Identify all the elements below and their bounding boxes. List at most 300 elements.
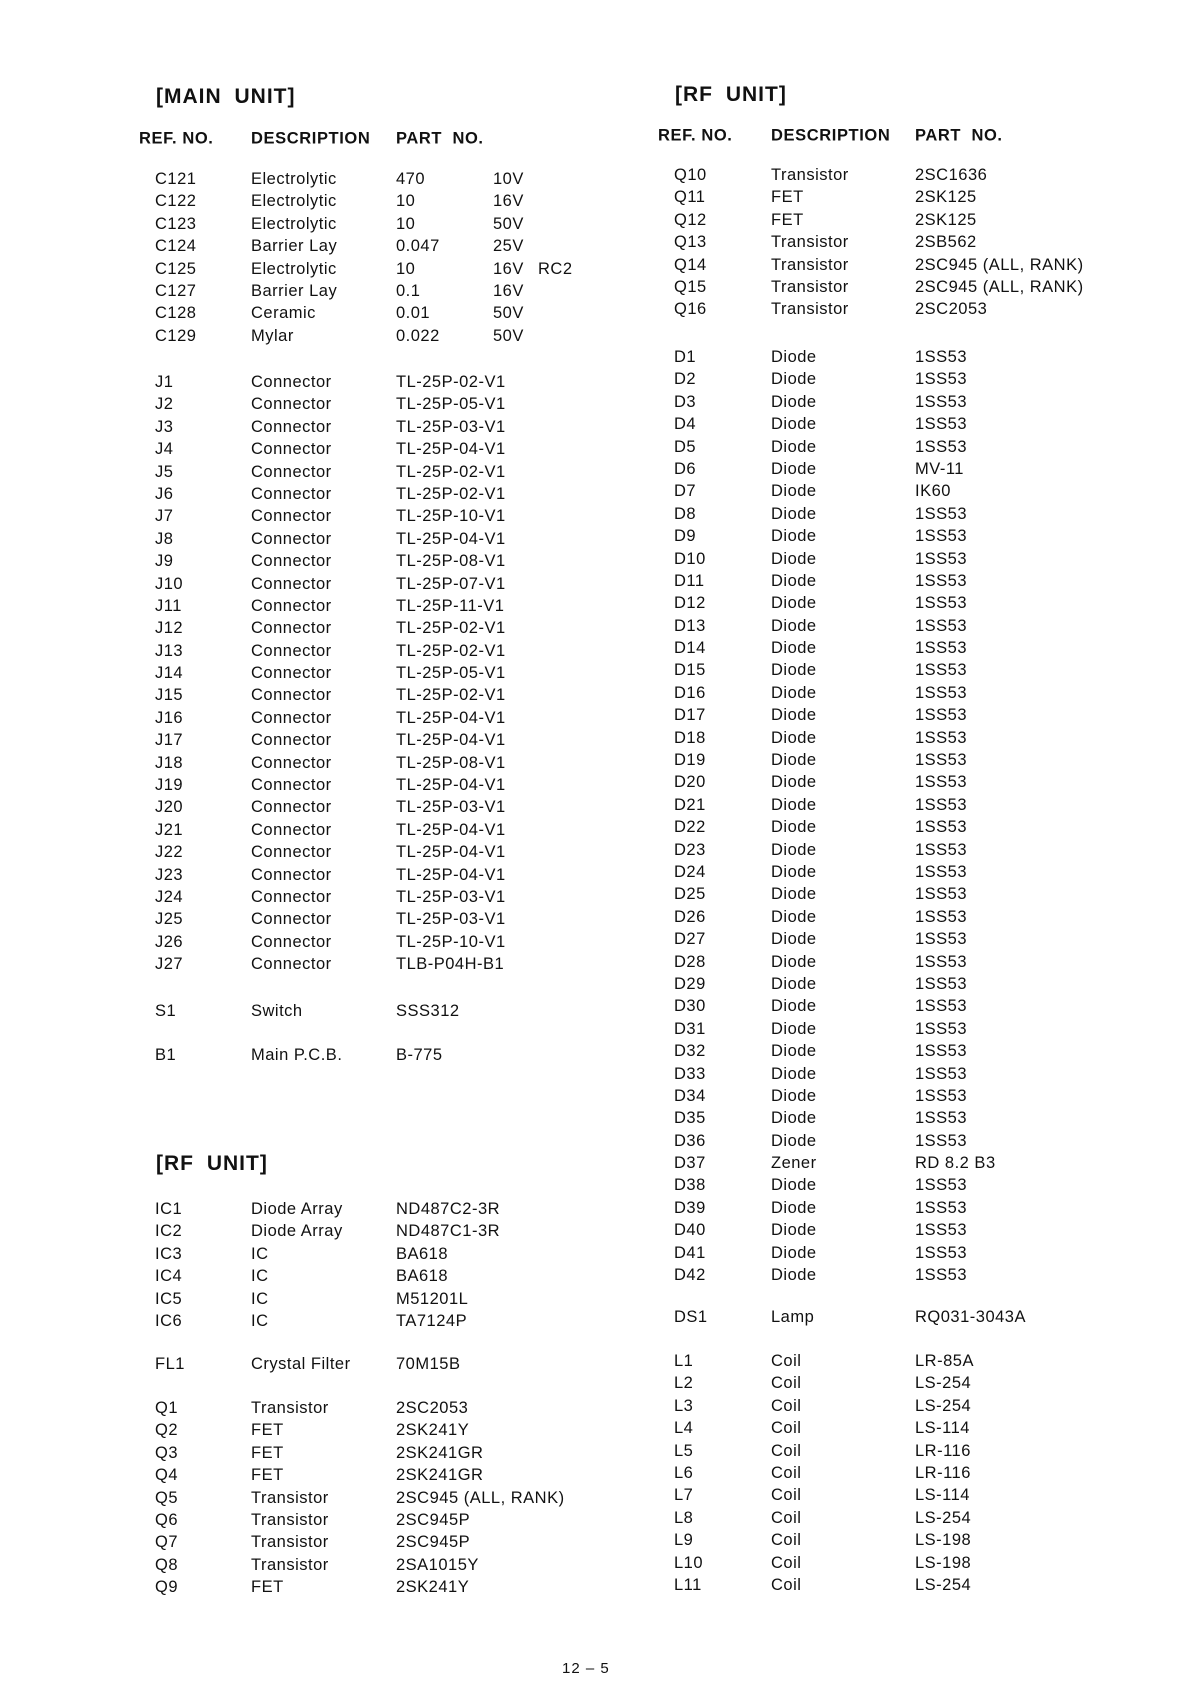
part-part: TL-25P-05-V1 — [396, 664, 506, 683]
part-part: 1SS53 — [915, 706, 968, 725]
part-ref: L1 — [674, 1352, 694, 1370]
part-part: TL-25P-04-V1 — [396, 731, 506, 750]
part-part: 1SS53 — [915, 773, 968, 792]
part-part: TL-25P-05-V1 — [396, 395, 506, 414]
part-part: TL-25P-03-V1 — [396, 417, 506, 436]
part-part: TL-25P-07-V1 — [396, 574, 506, 593]
part-part: 1SS53 — [915, 1243, 968, 1262]
part-desc: Mylar — [251, 326, 294, 345]
part-part: RD 8.2 B3 — [915, 1154, 996, 1173]
part-ref: C127 — [155, 281, 197, 300]
part-desc: Diode — [771, 862, 817, 881]
part-part: TL-25P-10-V1 — [396, 932, 506, 951]
part-ref: L2 — [674, 1374, 694, 1393]
part-ref: L10 — [674, 1553, 704, 1572]
part-desc: Coil — [771, 1575, 802, 1594]
part-desc: FET — [251, 1443, 284, 1462]
part-part: 2SC945 (ALL, RANK) — [915, 277, 1084, 296]
part-ref: IC4 — [155, 1267, 183, 1286]
part-desc: Connector — [251, 932, 332, 951]
part-part: 10 — [396, 214, 416, 233]
part-part: SSS312 — [396, 1002, 460, 1020]
part-desc: IC — [251, 1289, 269, 1308]
part-part: 10 — [396, 259, 416, 278]
part-part: TL-25P-10-V1 — [396, 507, 506, 526]
right-header-description: DESCRIPTION — [771, 126, 891, 145]
part-ref: Q6 — [155, 1510, 179, 1529]
part-part: TL-25P-04-V1 — [396, 529, 506, 548]
part-part: 1SS53 — [915, 504, 968, 523]
part-part: 2SA1015Y — [396, 1555, 479, 1574]
left-header-ref: REF. NO. — [139, 129, 214, 148]
part-desc: Connector — [251, 910, 332, 929]
part-desc: Transistor — [251, 1488, 329, 1507]
part-ref: D25 — [674, 885, 706, 904]
part-ref: L7 — [674, 1486, 694, 1505]
part-part: 1SS53 — [915, 1266, 968, 1285]
part-part: TL-25P-04-V1 — [396, 440, 506, 459]
part-desc: Diode — [771, 840, 817, 859]
part-desc: Connector — [251, 843, 332, 862]
part-ref: J13 — [155, 641, 184, 660]
part-part: TL-25P-04-V1 — [396, 820, 506, 839]
part-part: 1SS53 — [915, 997, 968, 1016]
part-part: 2SC945P — [396, 1510, 471, 1529]
part-part: 1SS53 — [915, 840, 968, 859]
part-part: 0.1 — [396, 281, 421, 300]
part-desc: Diode — [771, 437, 817, 456]
part-desc: Transistor — [771, 300, 849, 319]
part-ref: D26 — [674, 907, 706, 926]
part-part: TL-25P-03-V1 — [396, 910, 506, 929]
part-desc: Transistor — [251, 1399, 329, 1417]
part-desc: Connector — [251, 820, 332, 839]
part-desc: FET — [251, 1578, 284, 1597]
part-ref: Q3 — [155, 1443, 179, 1462]
part-desc: Transistor — [771, 277, 849, 296]
part-ref: J17 — [155, 731, 184, 750]
part-part: 1SS53 — [915, 1019, 968, 1038]
part-ref: Q4 — [155, 1466, 179, 1485]
part-ref: D10 — [674, 549, 706, 568]
part-part: 1SS53 — [915, 1109, 968, 1128]
part-ref: D8 — [674, 504, 697, 523]
part-desc: Coil — [771, 1508, 802, 1527]
right-header-part: PART NO. — [915, 126, 1003, 145]
part-ref: D4 — [674, 415, 697, 434]
part-part: 1SS53 — [915, 683, 968, 702]
part-desc: Connector — [251, 484, 332, 503]
part-desc: Diode — [771, 348, 817, 366]
main-unit-title: [MAIN UNIT] — [156, 85, 296, 108]
part-desc: Diode — [771, 616, 817, 635]
part-desc: Diode — [771, 1064, 817, 1083]
part-ref: IC2 — [155, 1222, 183, 1241]
part-ref: D28 — [674, 952, 706, 971]
part-part: 2SC945 (ALL, RANK) — [396, 1488, 565, 1507]
part-desc: Diode — [771, 930, 817, 949]
part-desc: Diode — [771, 549, 817, 568]
part-desc: Diode — [771, 415, 817, 434]
part-desc: Connector — [251, 596, 332, 615]
part-part: 470 — [396, 170, 426, 188]
part-desc: Connector — [251, 417, 332, 436]
part-ref: J6 — [155, 484, 174, 503]
part-ref: D15 — [674, 661, 706, 680]
part-part: 1SS53 — [915, 930, 968, 949]
part-ref: D18 — [674, 728, 706, 747]
part-desc: Connector — [251, 731, 332, 750]
part-ref: J16 — [155, 708, 184, 727]
part-ref: L11 — [674, 1575, 702, 1594]
part-ref: J10 — [155, 574, 184, 593]
part-part: 2SC2053 — [396, 1399, 469, 1417]
part-desc: Coil — [771, 1463, 802, 1482]
part-part: IK60 — [915, 482, 951, 501]
part-ref: D1 — [674, 348, 697, 366]
part-desc: Connector — [251, 686, 332, 705]
part-desc: Connector — [251, 574, 332, 593]
part-desc: Connector — [251, 753, 332, 772]
part-ref: D40 — [674, 1221, 706, 1240]
part-part: TL-25P-04-V1 — [396, 776, 506, 795]
part-part: 1SS53 — [915, 1176, 968, 1195]
part-desc: FET — [771, 210, 804, 229]
part-part: 1SS53 — [915, 818, 968, 837]
part-desc: Switch — [251, 1002, 303, 1020]
rf-unit-title-left: [RF UNIT] — [156, 1152, 268, 1175]
part-part: 1SS53 — [915, 907, 968, 926]
part-ref: J5 — [155, 462, 174, 481]
part-part: 1SS53 — [915, 415, 968, 434]
part-ref: C129 — [155, 326, 197, 345]
part-value: 50V — [493, 304, 524, 323]
part-ref: D23 — [674, 840, 706, 859]
part-part: 1SS53 — [915, 616, 968, 635]
part-desc: Coil — [771, 1419, 802, 1438]
part-part: TL-25P-04-V1 — [396, 843, 506, 862]
part-ref: D37 — [674, 1154, 706, 1173]
part-ref: J18 — [155, 753, 184, 772]
part-part: 0.01 — [396, 304, 431, 323]
part-part: LS-198 — [915, 1531, 972, 1550]
part-ref: J24 — [155, 887, 184, 906]
part-ref: D3 — [674, 392, 697, 411]
part-ref: Q15 — [674, 277, 707, 296]
part-part: LS-198 — [915, 1553, 972, 1572]
part-desc: Diode — [771, 392, 817, 411]
part-desc: Diode — [771, 907, 817, 926]
left-header-part: PART NO. — [396, 129, 484, 148]
part-desc: Diode — [771, 728, 817, 747]
part-ref: J26 — [155, 932, 184, 951]
part-part: TL-25P-02-V1 — [396, 462, 506, 481]
part-part: TL-25P-02-V1 — [396, 484, 506, 503]
part-desc: Connector — [251, 440, 332, 459]
part-desc: Crystal Filter — [251, 1355, 351, 1373]
part-ref: J8 — [155, 529, 174, 548]
part-desc: Transistor — [771, 233, 849, 252]
part-ref: J20 — [155, 798, 184, 817]
part-ref: D5 — [674, 437, 697, 456]
part-desc: Diode — [771, 504, 817, 523]
part-ref: D14 — [674, 639, 706, 658]
part-desc: Coil — [771, 1352, 802, 1370]
part-ref: IC6 — [155, 1311, 183, 1330]
part-desc: Diode — [771, 482, 817, 501]
part-ref: D6 — [674, 459, 697, 478]
part-desc: Barrier Lay — [251, 281, 338, 300]
part-part: ND487C2-3R — [396, 1200, 501, 1218]
part-part: TL-25P-04-V1 — [396, 708, 506, 727]
part-desc: Transistor — [771, 255, 849, 274]
part-ref: D29 — [674, 974, 706, 993]
part-ref: D21 — [674, 795, 706, 814]
part-part: 1SS53 — [915, 594, 968, 613]
part-note: RC2 — [538, 259, 573, 278]
part-part: LS-254 — [915, 1508, 972, 1527]
part-ref: B1 — [155, 1046, 177, 1064]
part-part: ND487C1-3R — [396, 1222, 501, 1241]
part-part: 2SC945 (ALL, RANK) — [915, 255, 1084, 274]
part-desc: Diode — [771, 1266, 817, 1285]
part-desc: Connector — [251, 395, 332, 414]
part-desc: Coil — [771, 1553, 802, 1572]
part-part: 1SS53 — [915, 862, 968, 881]
part-desc: Coil — [771, 1396, 802, 1415]
part-part: 1SS53 — [915, 1221, 968, 1240]
part-desc: Connector — [251, 887, 332, 906]
part-part: 1SS53 — [915, 392, 968, 411]
part-ref: J11 — [155, 596, 182, 615]
part-desc: Electrolytic — [251, 192, 337, 211]
part-part: RQ031-3043A — [915, 1308, 1026, 1326]
part-ref: D20 — [674, 773, 706, 792]
part-part: TL-25P-11-V1 — [396, 596, 505, 615]
part-part: TA7124P — [396, 1311, 468, 1330]
part-desc: Diode Array — [251, 1222, 343, 1241]
part-part: 2SK241Y — [396, 1578, 470, 1597]
part-part: TL-25P-02-V1 — [396, 619, 506, 638]
part-desc: Connector — [251, 552, 332, 571]
part-ref: FL1 — [155, 1355, 185, 1373]
part-desc: Diode — [771, 997, 817, 1016]
part-part: 1SS53 — [915, 795, 968, 814]
part-desc: Diode — [771, 459, 817, 478]
part-ref: Q5 — [155, 1488, 179, 1507]
rf-unit-title-right: [RF UNIT] — [675, 83, 787, 106]
part-desc: Ceramic — [251, 304, 316, 323]
part-ref: L3 — [674, 1396, 694, 1415]
part-ref: C121 — [155, 170, 197, 188]
part-part: 1SS53 — [915, 661, 968, 680]
part-desc: Diode — [771, 1221, 817, 1240]
part-desc: IC — [251, 1244, 269, 1263]
part-desc: Diode — [771, 1131, 817, 1150]
part-ref: D30 — [674, 997, 706, 1016]
part-ref: J12 — [155, 619, 184, 638]
part-ref: Q14 — [674, 255, 707, 274]
part-desc: Transistor — [771, 166, 849, 184]
part-desc: Diode — [771, 683, 817, 702]
part-desc: Diode — [771, 571, 817, 590]
part-desc: Connector — [251, 619, 332, 638]
part-ref: D32 — [674, 1042, 706, 1061]
part-desc: Transistor — [251, 1533, 329, 1552]
part-desc: Diode — [771, 773, 817, 792]
part-desc: Diode — [771, 974, 817, 993]
part-ref: D42 — [674, 1266, 706, 1285]
part-part: LS-254 — [915, 1396, 972, 1415]
part-part: 2SK125 — [915, 210, 977, 229]
part-part: 2SC1636 — [915, 166, 988, 184]
part-value: 16V — [493, 281, 524, 300]
part-desc: Barrier Lay — [251, 237, 338, 256]
part-part: 1SS53 — [915, 952, 968, 971]
part-ref: L8 — [674, 1508, 694, 1527]
part-desc: Electrolytic — [251, 170, 337, 188]
part-part: 2SK241GR — [396, 1466, 484, 1485]
part-part: 2SB562 — [915, 233, 977, 252]
part-part: BA618 — [396, 1267, 449, 1286]
part-desc: Diode — [771, 1176, 817, 1195]
part-ref: L9 — [674, 1531, 694, 1550]
part-ref: L6 — [674, 1463, 694, 1482]
part-part: 2SC2053 — [915, 300, 988, 319]
part-part: MV-11 — [915, 459, 964, 478]
part-ref: Q1 — [155, 1399, 179, 1417]
part-desc: Diode — [771, 751, 817, 770]
part-part: LS-254 — [915, 1575, 972, 1594]
part-part: BA618 — [396, 1244, 449, 1263]
part-ref: D41 — [674, 1243, 706, 1262]
part-ref: L5 — [674, 1441, 694, 1460]
part-part: 1SS53 — [915, 571, 968, 590]
part-ref: D16 — [674, 683, 706, 702]
part-desc: Diode — [771, 1109, 817, 1128]
part-ref: Q13 — [674, 233, 707, 252]
part-part: LS-254 — [915, 1374, 972, 1393]
part-desc: Coil — [771, 1531, 802, 1550]
part-ref: D36 — [674, 1131, 706, 1150]
left-header-description: DESCRIPTION — [251, 129, 371, 148]
part-part: 1SS53 — [915, 437, 968, 456]
part-part: TL-25P-08-V1 — [396, 552, 506, 571]
part-ref: J19 — [155, 776, 184, 795]
part-desc: Connector — [251, 708, 332, 727]
part-part: TL-25P-08-V1 — [396, 753, 506, 772]
part-ref: J22 — [155, 843, 184, 862]
part-ref: J2 — [155, 395, 174, 414]
part-desc: Diode — [771, 1019, 817, 1038]
part-value: 25V — [493, 237, 524, 256]
part-ref: Q2 — [155, 1421, 179, 1440]
part-part: TL-25P-03-V1 — [396, 798, 506, 817]
part-part: 1SS53 — [915, 728, 968, 747]
part-ref: J1 — [155, 373, 174, 391]
part-desc: Coil — [771, 1441, 802, 1460]
part-ref: IC3 — [155, 1244, 183, 1263]
part-ref: J25 — [155, 910, 184, 929]
part-ref: J27 — [155, 955, 184, 974]
part-value: 16V — [493, 192, 524, 211]
part-ref: DS1 — [674, 1308, 708, 1326]
part-part: TL-25P-02-V1 — [396, 686, 506, 705]
part-ref: J9 — [155, 552, 174, 571]
part-ref: L4 — [674, 1419, 694, 1438]
part-desc: Coil — [771, 1486, 802, 1505]
part-part: 1SS53 — [915, 1131, 968, 1150]
part-part: 1SS53 — [915, 1064, 968, 1083]
page-number: 12 – 5 — [562, 1660, 610, 1677]
part-desc: Diode — [771, 795, 817, 814]
part-desc: Connector — [251, 664, 332, 683]
part-part: 0.047 — [396, 237, 440, 256]
part-ref: Q8 — [155, 1555, 179, 1574]
part-ref: S1 — [155, 1002, 177, 1020]
part-ref: D12 — [674, 594, 706, 613]
part-part: 2SK241Y — [396, 1421, 470, 1440]
part-ref: C128 — [155, 304, 197, 323]
part-ref: D11 — [674, 571, 705, 590]
part-desc: Connector — [251, 776, 332, 795]
part-part: 1SS53 — [915, 751, 968, 770]
part-part: 1SS53 — [915, 885, 968, 904]
part-part: LR-85A — [915, 1352, 974, 1370]
part-desc: Diode — [771, 885, 817, 904]
part-ref: D19 — [674, 751, 706, 770]
part-desc: Lamp — [771, 1308, 815, 1326]
part-desc: Transistor — [251, 1510, 329, 1529]
part-desc: Connector — [251, 865, 332, 884]
part-ref: D24 — [674, 862, 706, 881]
part-part: 1SS53 — [915, 1198, 968, 1217]
part-ref: D31 — [674, 1019, 706, 1038]
part-desc: Diode — [771, 952, 817, 971]
part-desc: Diode — [771, 818, 817, 837]
part-ref: C122 — [155, 192, 197, 211]
part-ref: J21 — [155, 820, 184, 839]
part-ref: J4 — [155, 440, 174, 459]
part-ref: C125 — [155, 259, 197, 278]
part-ref: J15 — [155, 686, 184, 705]
part-part: TL-25P-04-V1 — [396, 865, 506, 884]
part-ref: Q16 — [674, 300, 707, 319]
part-ref: D2 — [674, 370, 697, 389]
part-desc: Coil — [771, 1374, 802, 1393]
part-desc: Transistor — [251, 1555, 329, 1574]
part-desc: Diode — [771, 370, 817, 389]
part-ref: D39 — [674, 1198, 706, 1217]
part-part: 1SS53 — [915, 1086, 968, 1105]
part-ref: D27 — [674, 930, 706, 949]
part-ref: D34 — [674, 1086, 706, 1105]
part-ref: D7 — [674, 482, 697, 501]
part-ref: D38 — [674, 1176, 706, 1195]
part-desc: Connector — [251, 373, 332, 391]
part-ref: J7 — [155, 507, 174, 526]
part-part: TL-25P-02-V1 — [396, 641, 506, 660]
part-part: 70M15B — [396, 1355, 461, 1373]
part-desc: Connector — [251, 641, 332, 660]
part-desc: Diode — [771, 661, 817, 680]
part-ref: Q11 — [674, 188, 706, 207]
part-desc: Diode — [771, 1042, 817, 1061]
part-part: 2SK241GR — [396, 1443, 484, 1462]
part-ref: D22 — [674, 818, 706, 837]
part-ref: D33 — [674, 1064, 706, 1083]
part-desc: Connector — [251, 462, 332, 481]
